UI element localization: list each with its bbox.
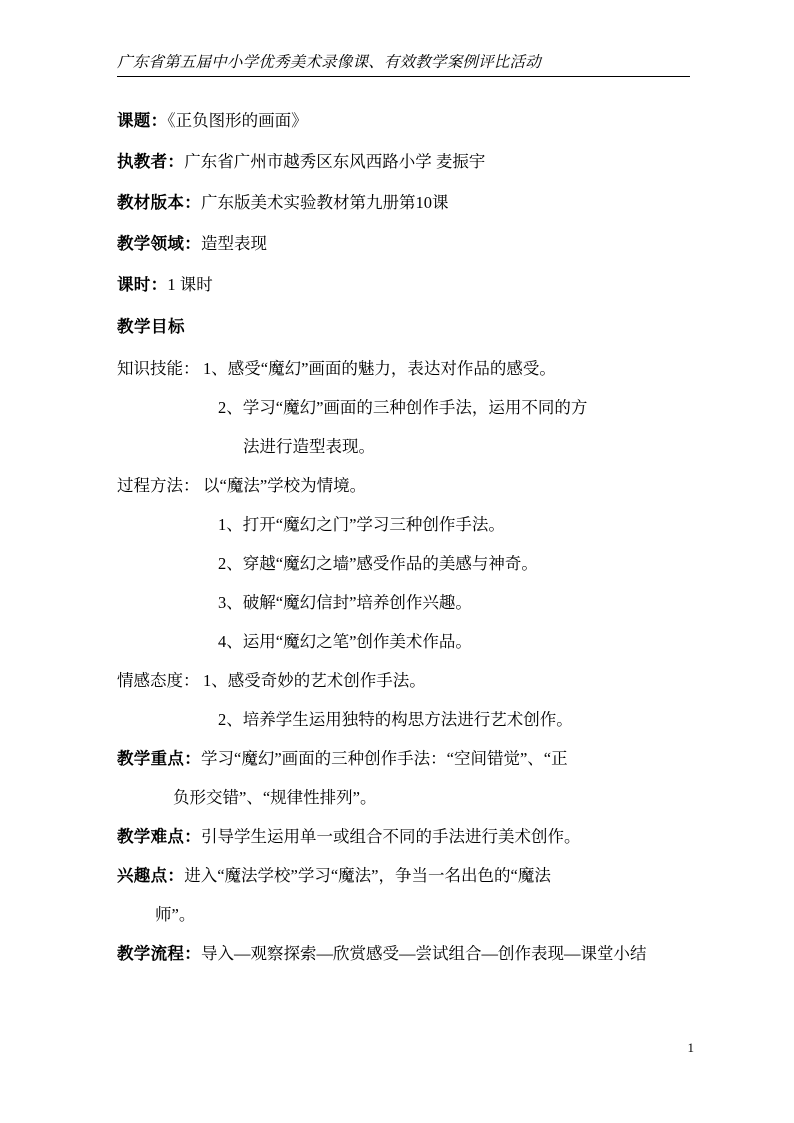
objective-lead-text: 以“魔法”学校为情境。	[203, 476, 367, 495]
key-difficulty-line	[117, 817, 697, 856]
objective-group-attitude	[117, 661, 697, 739]
objective-item-text: 穿越“魔幻之墙”感受作品的美感与神奇。	[242, 554, 538, 573]
topic-label: 课题：	[117, 111, 168, 130]
meta-row-period	[117, 264, 697, 305]
meta-row-teacher	[117, 141, 697, 182]
objective-item-text: 打开“魔幻之门”学习三种创作手法。	[242, 515, 505, 534]
key-focus-continuation	[117, 778, 697, 817]
field-value: 造型表现	[201, 234, 267, 253]
objective-item-text: 培养学生运用独特的构思方法进行艺术创作。	[242, 710, 573, 729]
teaching-flow-text: 导入—观察探索—欣赏感受—尝试组合—创作表现—课堂小结	[201, 944, 647, 963]
meta-row-textbook	[117, 182, 697, 223]
objective-item-continuation	[117, 427, 697, 466]
objective-item	[117, 505, 697, 544]
page-number: 1	[687, 1040, 694, 1055]
key-focus-line	[117, 739, 697, 778]
teacher-value: 广东省广州市越秀区东风西路小学 麦振宇	[184, 152, 486, 171]
objective-item-number: 2、	[218, 710, 243, 729]
interest-point-label: 兴趣点：	[117, 866, 185, 885]
textbook-value: 广东版美术实验教材第九册第10课	[201, 193, 449, 212]
interest-point-text: 进入“魔法学校”学习“魔法”，争当一名出色的“魔法	[184, 866, 551, 885]
teacher-label: 执教者：	[117, 152, 185, 171]
key-focus-text: 学习“魔幻”画面的三种创作手法：“空间错觉”、“正	[201, 749, 568, 768]
meta-row-field	[117, 223, 697, 264]
teaching-flow-block	[117, 934, 697, 973]
objective-item	[117, 700, 697, 739]
objective-group-knowledge	[117, 349, 697, 466]
objective-item-text: 运用“魔幻之笔”创作美术作品。	[242, 632, 472, 651]
objective-item-number: 2、	[218, 398, 243, 417]
interest-point-continuation	[117, 895, 697, 934]
objective-item	[117, 661, 697, 700]
objective-group-label: 过程方法：	[117, 476, 200, 495]
key-focus-block	[117, 739, 697, 817]
objective-item-number: 1、	[218, 515, 243, 534]
key-focus-label: 教学重点：	[117, 749, 201, 768]
objective-item-text: 感受“魔幻”画面的魅力，表达对作品的感受。	[227, 359, 556, 378]
objectives-heading: 教学目标	[117, 317, 185, 336]
objective-item	[117, 622, 697, 661]
objective-group-label: 知识技能：	[117, 359, 200, 378]
header-title: 广东省第五届中小学优秀美术录像课、有效教学案例评比活动	[117, 54, 541, 71]
topic-value: 《正负图形的画面》	[167, 111, 308, 130]
objective-item	[117, 544, 697, 583]
objective-item-text: 法进行造型表现。	[243, 437, 375, 456]
header-divider	[117, 76, 690, 77]
objective-item-number: 1、	[203, 671, 228, 690]
key-focus-text: 负形交错”、“规律性排列”。	[173, 788, 377, 807]
objective-item-text: 学习“魔幻”画面的三种创作手法，运用不同的方	[242, 398, 588, 417]
page-header	[117, 52, 690, 77]
key-difficulty-text: 引导学生运用单一或组合不同的手法进行美术创作。	[201, 827, 581, 846]
key-difficulty-block	[117, 817, 697, 856]
objective-group-label: 情感态度：	[117, 671, 200, 690]
objective-item	[117, 583, 697, 622]
objective-item-text: 感受奇妙的艺术创作手法。	[227, 671, 426, 690]
interest-point-text: 师”。	[155, 905, 196, 924]
textbook-label: 教材版本：	[117, 193, 201, 212]
objective-item-number: 4、	[218, 632, 243, 651]
document-body	[117, 100, 697, 973]
interest-point-line	[117, 856, 697, 895]
objective-item	[117, 388, 697, 427]
objective-group-process	[117, 466, 697, 661]
field-label: 教学领域：	[117, 234, 201, 253]
objective-item-text: 破解“魔幻信封”培养创作兴趣。	[242, 593, 472, 612]
objective-item-number: 2、	[218, 554, 243, 573]
objective-item-number: 1、	[203, 359, 228, 378]
meta-row-topic	[117, 100, 697, 141]
interest-point-block	[117, 856, 697, 934]
period-label: 课时：	[117, 275, 168, 294]
objective-item	[117, 349, 697, 388]
teaching-flow-line	[117, 934, 697, 973]
key-difficulty-label: 教学难点：	[117, 827, 201, 846]
objective-group-lead	[117, 466, 697, 505]
teaching-flow-label: 教学流程：	[117, 944, 201, 963]
period-value: 1 课时	[167, 275, 213, 294]
objective-item-number: 3、	[218, 593, 243, 612]
